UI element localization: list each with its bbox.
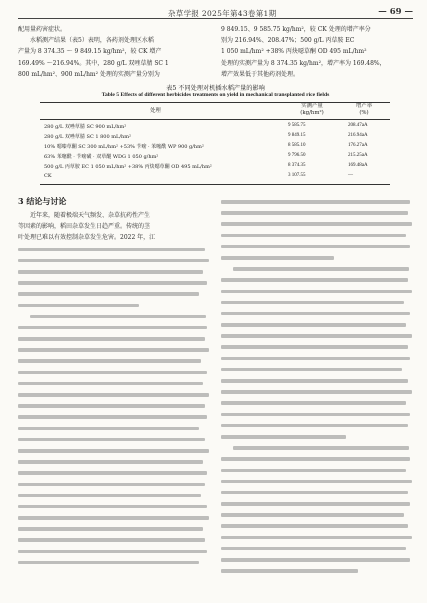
yield-cell: 9 585.75 <box>288 123 306 128</box>
text-line-placeholder <box>18 255 213 266</box>
text-line-placeholder <box>221 308 416 319</box>
text-line-placeholder <box>18 546 213 557</box>
text-line-placeholder <box>18 523 213 534</box>
text-line-placeholder <box>221 431 416 442</box>
table-row <box>40 152 390 162</box>
text-line-placeholder <box>18 244 213 255</box>
text-line-placeholder <box>18 266 213 277</box>
increase-cell: 216.94aA <box>348 133 368 138</box>
text-line-placeholder <box>18 467 213 478</box>
yield-cell: 9 849.15 <box>288 133 306 138</box>
text-line-placeholder <box>221 442 416 453</box>
text-line-placeholder <box>18 456 213 467</box>
text-line-placeholder <box>18 288 213 299</box>
text-line-placeholder <box>221 465 416 476</box>
yield-label: 实测产量 <box>301 103 323 109</box>
text-line-placeholder <box>221 487 416 498</box>
table-caption-en: Table 5 Effects of different herbicides treatments on yield in mechanical transplanted rice fields <box>101 92 330 98</box>
page-number: — 69 — <box>378 7 413 17</box>
table-header-yield <box>286 103 338 117</box>
increase-cell: 208.47aA <box>348 123 368 128</box>
text-line: 增产效果低于其他药剂处理。 <box>221 70 300 78</box>
increase-cell: 169.48aA <box>348 163 368 168</box>
yield-cell: 3 107.55 <box>288 173 306 178</box>
text-line: 处理的实测产量为 8 374.35 kg/hm²，增产率为 169.48%， <box>221 59 386 67</box>
text-line-placeholder <box>18 434 213 445</box>
table-row <box>40 162 390 172</box>
text-line: 叶处理已难以有效控制杂草发生危害。2022 年，江 <box>18 234 156 242</box>
text-line-placeholder <box>221 241 416 252</box>
text-line-placeholder <box>18 367 213 378</box>
text-line-placeholder <box>221 319 416 330</box>
header-rule <box>18 18 413 19</box>
text-line: 近年来，随着极端天气频发、杂草抗药性产生 <box>30 212 151 219</box>
table-caption-cn: 表5 不同处理对机插水稻产量的影响 <box>166 85 265 92</box>
treatment-cell: 10% 噁嗪草酮 SC 300 mL/hm² +53% 苄嘧 · 苯噻酰 WP 900 g/hm² <box>44 144 204 150</box>
text-line: 水稻测产结果（表5）表明，各药剂处理区水稻 <box>30 37 154 45</box>
text-line: 产量为 8 374.35 ～ 9 849.15 kg/hm²，较 CK 增产 <box>18 48 162 56</box>
text-line-placeholder <box>221 252 416 263</box>
text-line: 等因素的影响，稻田杂草发生日趋严重。传统的茎 <box>18 223 151 231</box>
text-line-placeholder <box>221 207 416 218</box>
text-line-placeholder <box>18 311 213 322</box>
text-line: 800 mL/hm²、900 mL/hm² 处理的实测产量分别为 <box>18 70 160 78</box>
yield-cell: 9 796.50 <box>288 153 306 158</box>
increase-cell: — <box>348 173 353 178</box>
table-header-treatment: 处理 <box>150 108 161 114</box>
text-line-placeholder <box>221 498 416 509</box>
text-line-placeholder <box>221 453 416 464</box>
text-line-placeholder <box>221 520 416 531</box>
text-line-placeholder <box>18 534 213 545</box>
text-line: 别为 216.94%、208.47%；500 g/L 丙草胺 EC <box>221 37 355 45</box>
section-heading: 3 结论与讨论 <box>18 196 67 206</box>
table-row <box>40 142 390 152</box>
text-line-placeholder <box>221 274 416 285</box>
text-line-placeholder <box>18 277 213 288</box>
text-line-placeholder <box>221 330 416 341</box>
table-header-increase <box>344 103 384 117</box>
table-row <box>40 172 390 182</box>
text-line-placeholder <box>221 263 416 274</box>
text-line-placeholder <box>221 509 416 520</box>
treatment-cell: CK <box>44 173 52 179</box>
text-line-placeholder <box>18 501 213 512</box>
text-line-placeholder <box>221 397 416 408</box>
text-line-placeholder <box>18 333 213 344</box>
yield-unit: (kg/hm²) <box>300 110 324 116</box>
text-line-placeholder <box>221 286 416 297</box>
treatment-cell: 63% 苯噻酰 · 苄嘧磺 · 双草醚 WDG 1 050 g/hm² <box>44 154 159 160</box>
increase-unit: (%) <box>359 110 369 116</box>
treatment-cell: 280 g/L 双唑草腈 SC 900 mL/hm² <box>44 124 127 130</box>
increase-label: 增产率 <box>355 103 373 109</box>
text-line-placeholder <box>18 389 213 400</box>
table-header-rule <box>40 119 390 120</box>
text-line-placeholder <box>18 355 213 366</box>
text-line-placeholder <box>221 297 416 308</box>
text-line-placeholder <box>221 218 416 229</box>
table-row <box>40 122 390 132</box>
text-line-placeholder <box>221 532 416 543</box>
text-line-placeholder <box>18 512 213 523</box>
text-line-placeholder <box>18 411 213 422</box>
journal-title: 杂草学报 2025年第43卷第1期 <box>168 9 277 18</box>
text-line-placeholder <box>221 341 416 352</box>
text-line: 9 849.15、9 585.75 kg/hm²，较 CK 处理的增产率分 <box>221 26 371 33</box>
text-line-placeholder <box>221 375 416 386</box>
text-line-placeholder <box>221 364 416 375</box>
text-line-placeholder <box>221 353 416 364</box>
increase-cell: 215.25aA <box>348 153 368 158</box>
right-column-body <box>221 196 416 576</box>
text-line-placeholder <box>221 420 416 431</box>
table-bottom-rule <box>40 184 390 185</box>
left-column-top-text <box>18 24 213 80</box>
text-line: 配用量药害症状。 <box>18 26 67 33</box>
text-line-placeholder <box>221 409 416 420</box>
text-line-placeholder <box>18 300 213 311</box>
text-line-placeholder <box>18 423 213 434</box>
text-line-placeholder <box>221 543 416 554</box>
text-line-placeholder <box>18 479 213 490</box>
text-line-placeholder <box>221 230 416 241</box>
text-line-placeholder <box>18 344 213 355</box>
treatment-cell: 280 g/L 双唑草腈 SC 1 800 mL/hm² <box>44 134 131 140</box>
text-line-placeholder <box>18 557 213 568</box>
text-line-placeholder <box>221 386 416 397</box>
text-line-placeholder <box>221 554 416 565</box>
text-line-placeholder <box>221 565 416 576</box>
text-line: 1 050 mL/hm² +38% 丙炔噁草酮 OD 495 mL/hm² <box>221 48 367 56</box>
yield-cell: 8 374.35 <box>288 163 306 168</box>
yield-cell: 8 585.10 <box>288 143 306 148</box>
text-line-placeholder <box>18 490 213 501</box>
left-column-body <box>18 210 213 568</box>
treatment-cell: 500 g/L 丙草胺 EC 1 050 mL/hm² +38% 丙炔噁草酮 OD 495 mL/hm² <box>44 164 212 170</box>
text-line-placeholder <box>18 322 213 333</box>
text-line-placeholder <box>221 476 416 487</box>
right-column-top-text <box>221 24 416 80</box>
text-line-placeholder <box>18 378 213 389</box>
text-line-placeholder <box>18 400 213 411</box>
increase-cell: 176.27aA <box>348 143 368 148</box>
text-line: 169.49% ～216.94%。其中，280 g/L 双唑草腈 SC 1 <box>18 59 169 67</box>
text-line-placeholder <box>18 445 213 456</box>
table-row <box>40 132 390 142</box>
text-line-placeholder <box>221 196 416 207</box>
